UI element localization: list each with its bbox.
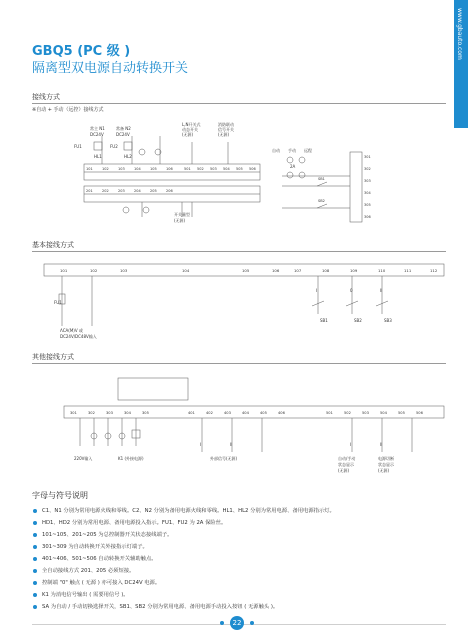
terminal-mid-6: 506 bbox=[249, 167, 256, 171]
terminal-bottom-6: 206 bbox=[166, 189, 173, 193]
terminal-basic-6: 106 bbox=[272, 268, 280, 273]
label-pos-manual: 手动 bbox=[288, 148, 296, 153]
side-url: www.gbauto.com bbox=[456, 8, 463, 60]
note-r4: 电源切断 bbox=[378, 456, 394, 461]
label-pos-remote: 远程 bbox=[304, 148, 312, 153]
label-aux2: 动态开关 bbox=[182, 127, 198, 132]
legend-list bbox=[32, 505, 452, 613]
label-remote-note1: 开关量型 bbox=[174, 212, 190, 217]
label-fire2: 信号开关 bbox=[218, 127, 234, 132]
position-0: 0 bbox=[350, 288, 353, 293]
label-remote-note2: (无源) bbox=[174, 218, 186, 223]
terminal-ctrl-6: 306 bbox=[364, 215, 371, 219]
terminal-mid-3: 403 bbox=[224, 411, 231, 415]
terminal-basic-8: 108 bbox=[322, 268, 330, 273]
note-k1: K1 (外接电源) bbox=[118, 456, 144, 461]
position-ii: II bbox=[380, 288, 383, 293]
switch-sb1: SB1 bbox=[318, 177, 325, 181]
terminal-top-6: 106 bbox=[166, 167, 173, 171]
section-divider bbox=[32, 103, 446, 104]
terminal-basic-10: 110 bbox=[378, 268, 386, 273]
terminal-top-5: 105 bbox=[150, 167, 157, 171]
terminal-left-5: 305 bbox=[142, 411, 149, 415]
terminal-right-1: 501 bbox=[326, 411, 333, 415]
label-aux1: L,N开关式 bbox=[182, 122, 201, 127]
page-number: 22 bbox=[230, 616, 244, 630]
terminal-mid-2: 402 bbox=[206, 411, 213, 415]
switch-sb2: SB2 bbox=[354, 318, 362, 323]
label-coil-k2: DC24V bbox=[116, 132, 130, 137]
wiring-diagram-auto-manual bbox=[32, 112, 446, 227]
position-i-a: I bbox=[200, 442, 202, 447]
terminal-ctrl-2: 302 bbox=[364, 167, 371, 171]
side-banner bbox=[454, 0, 468, 128]
terminal-basic-7: 107 bbox=[294, 268, 302, 273]
terminal-basic-3: 103 bbox=[120, 268, 128, 273]
terminal-left-2: 302 bbox=[88, 411, 95, 415]
legend-item: C1、N1 分别为常用电源火线和零线。C2、N2 分别为备用电源火线和零线。HL1、HL2 分别为常用电源、备用电源指示灯。 bbox=[32, 505, 452, 517]
terminal-mid-4: 504 bbox=[223, 167, 230, 171]
switch-sb3: SB3 bbox=[384, 318, 392, 323]
terminal-mid-2: 502 bbox=[197, 167, 204, 171]
note-input: 220V输入 bbox=[74, 456, 93, 461]
fuse-label: FU1 bbox=[54, 300, 62, 305]
label-coil-k1: DC24V bbox=[90, 132, 104, 137]
position-i-b: I bbox=[350, 442, 352, 447]
switch-sb2: SB2 bbox=[318, 199, 325, 203]
terminal-mid-5: 405 bbox=[260, 411, 267, 415]
terminal-ctrl-3: 303 bbox=[364, 179, 371, 183]
position-i: I bbox=[316, 288, 318, 293]
switch-sb1: SB1 bbox=[320, 318, 328, 323]
legend-title: 字母与符号说明 bbox=[32, 491, 88, 500]
note-r1: 自动/手动 bbox=[338, 456, 356, 461]
note-r2: 状态显示 bbox=[338, 462, 354, 467]
label-fire3: (无源) bbox=[218, 132, 230, 137]
section-heading-basic: 基本接线方式 bbox=[32, 241, 74, 249]
terminal-basic-9: 109 bbox=[350, 268, 358, 273]
legend-item: SA 为自动 / 手动切换选择开关，SB1、SB2 分别为常用电源、备用电源手动投入按钮 ( 无源触头 )。 bbox=[32, 601, 452, 613]
terminal-mid-1: 501 bbox=[184, 167, 191, 171]
legend-item: 301~309 为自动转换开关外接指示灯端子。 bbox=[32, 541, 452, 553]
label-aux3: (无源) bbox=[182, 132, 194, 137]
legend-item: 全自动接线方式 201、205 必须短接。 bbox=[32, 565, 452, 577]
terminal-right-4: 504 bbox=[380, 411, 387, 415]
terminal-bottom-4: 204 bbox=[134, 189, 141, 193]
label-lamp-n1: 常主 N1 bbox=[90, 126, 105, 131]
terminal-ctrl-5: 305 bbox=[364, 203, 371, 207]
note-r5: 状态显示 bbox=[378, 462, 394, 467]
terminal-basic-12: 112 bbox=[430, 268, 438, 273]
terminal-basic-5: 105 bbox=[242, 268, 250, 273]
legend-item: HD1、HD2 分别为常用电源、备用电源投入指示。FU1、FU2 为 2A 保险丝。 bbox=[32, 517, 452, 529]
note-r3: (无源) bbox=[338, 468, 350, 473]
wiring-diagram-basic bbox=[32, 256, 446, 346]
section-divider bbox=[32, 363, 446, 364]
terminal-right-2: 502 bbox=[344, 411, 351, 415]
supply-note-2: DC24V/DC48V输入 bbox=[60, 334, 97, 339]
terminal-bottom-5: 205 bbox=[150, 189, 157, 193]
terminal-mid-1: 401 bbox=[188, 411, 195, 415]
terminal-mid-5: 505 bbox=[236, 167, 243, 171]
legend-item: 控制端 "0" 触点 ( 无源 ) 亦可接入 DC24V 电源。 bbox=[32, 577, 452, 589]
terminal-basic-1: 101 bbox=[60, 268, 68, 273]
terminal-ctrl-1: 301 bbox=[364, 155, 371, 159]
legend-item: K1 为消电信号输出 ( 需要用信号 )。 bbox=[32, 589, 452, 601]
position-ii-b: II bbox=[380, 442, 383, 447]
terminal-top-3: 103 bbox=[118, 167, 125, 171]
section-divider bbox=[32, 251, 446, 252]
section-heading-other: 其他接线方式 bbox=[32, 353, 74, 361]
label-fu1: FU1 bbox=[74, 144, 82, 149]
terminal-mid-3: 503 bbox=[210, 167, 217, 171]
terminal-left-3: 303 bbox=[106, 411, 113, 415]
terminal-left-1: 301 bbox=[70, 411, 77, 415]
terminal-bottom-1: 201 bbox=[86, 189, 93, 193]
terminal-right-3: 503 bbox=[362, 411, 369, 415]
label-lamp-n2: 常备 N2 bbox=[116, 126, 131, 131]
legend-item: 101~105、201~205 为总控制器开关状态接线端子。 bbox=[32, 529, 452, 541]
note-mid: 外部信号(无源) bbox=[210, 456, 238, 461]
wiring-diagram-other bbox=[32, 368, 446, 478]
label-pos-auto: 自动 bbox=[272, 148, 280, 153]
label-hl2: HL2 bbox=[124, 154, 132, 159]
terminal-right-6: 506 bbox=[416, 411, 423, 415]
label-fire1: 消防联动 bbox=[218, 122, 234, 127]
terminal-basic-11: 111 bbox=[404, 268, 412, 273]
label-fu2: FU2 bbox=[110, 144, 118, 149]
page-subtitle: 隔离型双电源自动转换开关 bbox=[32, 61, 189, 76]
section-heading-wiring: 接线方式 bbox=[32, 93, 60, 101]
terminal-top-2: 102 bbox=[102, 167, 109, 171]
legend-item: 401~406、501~506 自动转换开关辅助触点。 bbox=[32, 553, 452, 565]
terminal-mid-4: 404 bbox=[242, 411, 249, 415]
terminal-top-4: 104 bbox=[134, 167, 141, 171]
label-k1: 2A bbox=[290, 164, 296, 169]
footer-dot bbox=[220, 621, 224, 625]
terminal-bottom-3: 203 bbox=[118, 189, 125, 193]
terminal-left-4: 304 bbox=[124, 411, 131, 415]
terminal-ctrl-4: 304 bbox=[364, 191, 371, 195]
note-r6: (无源) bbox=[378, 468, 390, 473]
terminal-top-1: 101 bbox=[86, 167, 93, 171]
terminal-bottom-2: 202 bbox=[102, 189, 109, 193]
terminal-mid-6: 406 bbox=[278, 411, 285, 415]
page-title: GBQ5 (PC 级 ) bbox=[32, 44, 131, 59]
supply-note-1: ΛCA(M)V 或 bbox=[60, 328, 83, 333]
footer-dot bbox=[250, 621, 254, 625]
position-ii-a: II bbox=[230, 442, 233, 447]
terminal-basic-4: 104 bbox=[182, 268, 190, 273]
terminal-basic-2: 102 bbox=[90, 268, 98, 273]
wiring-note: ※自动 + 手动（远控）接线方式 bbox=[32, 107, 104, 113]
terminal-right-5: 505 bbox=[398, 411, 405, 415]
label-hl1: HL1 bbox=[94, 154, 102, 159]
